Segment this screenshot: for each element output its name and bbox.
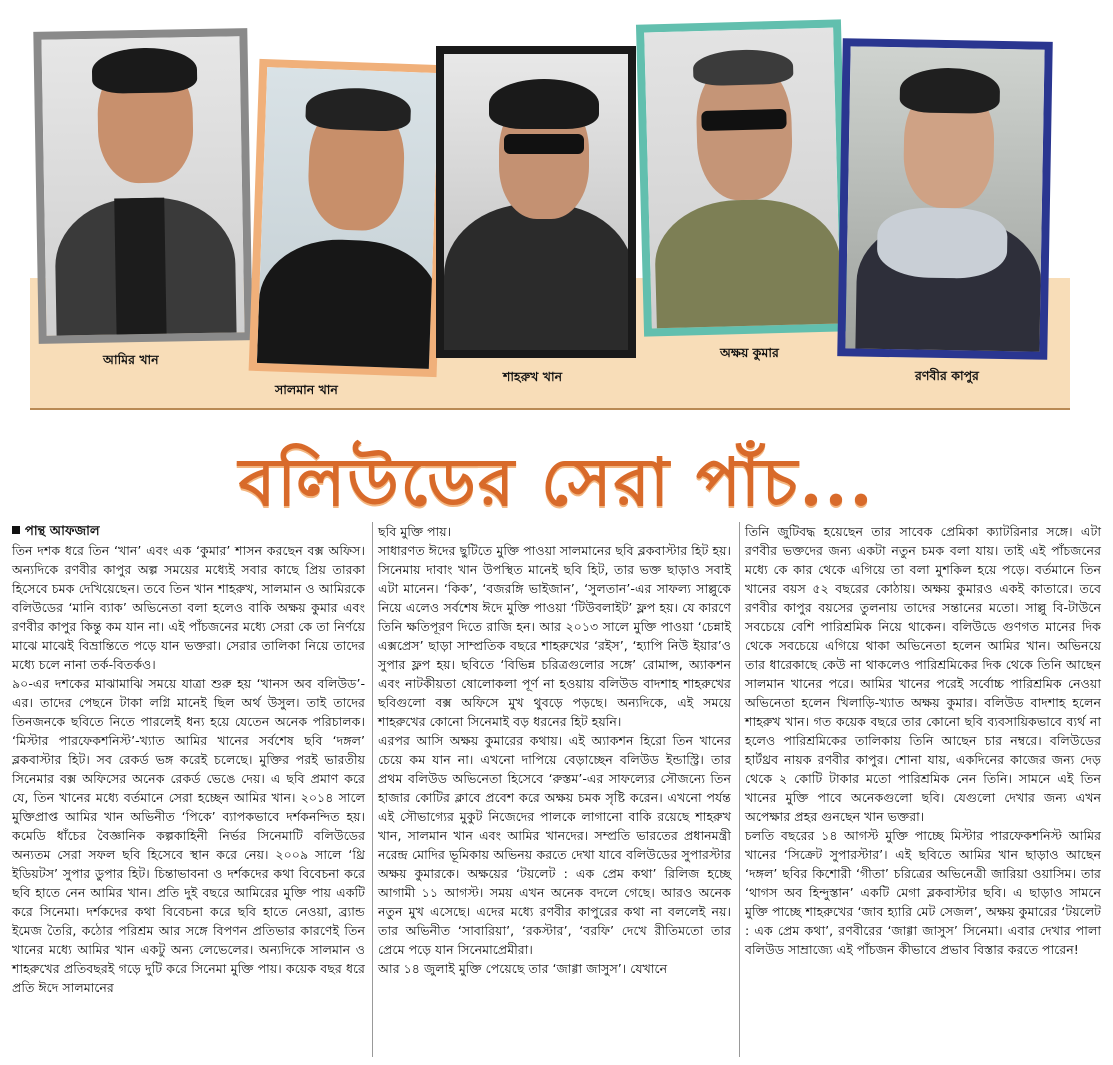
caption-aamir-khan: আমির খান: [103, 352, 159, 367]
caption-shahrukh-khan: শাহরুখ খান: [503, 369, 563, 384]
paragraph: ৯০-এর দশকের মাঝামাঝি সময়ে যাত্রা শুরু হয় ‘খানস অব বলিউড’-এর। তাদের পেছনে টাকা লগ্নি মানেই ছিল অর্থ উসুল। তাই তাদের তিনজনকে ছবিতে নিতে পারলেই ধন্য হয়ে যেতেন অনেক পরিচালক। ‘মিস্টার পারফেকশনিস্ট’-খ্যাত আমির খানের সর্বশেষ ছবি ‘দঙ্গল’ ব্লকবাস্টার হিট। সব রেকর্ড ভঙ্গ করেই চলেছে। মুক্তির পরই ভারতীয় সিনেমার বক্স অফিসের অনেক রেকর্ড ভেঙে দেয়। এ ছবি প্রমাণ করে যে, তিন খানের মধ্যে বর্তমানে সেরা হচ্ছেন আমির খান। ২০১৪ সালে মুক্তিপ্রাপ্ত আমির খান অভিনীত ‘পিকে’ ব্যাপকভাবে দর্শকনন্দিত হয়। কমেডি ধাঁচের বৈজ্ঞানিক কল্পকাহিনী নির্ভর সিনেমাটি বলিউডের অন্যতম সেরা সফল ছবি হিসেবে স্থান করে নেয়। ২০০৯ সালে ‘থ্রি ইডিয়টস’ সুপার ডুপার হিট। চিন্তাভাবনা ও দর্শকদের কথা বিবেচনা করে ছবি হাতে নেন আমির খান। প্রতি দুই বছরে আমিরের মুক্তি পায় একটি করে সিনেমা। দর্শকদের কথা বিবেচনা করে ছবি হাতে নেওয়া, ব্র্যান্ড ইমেজ তৈরি, কঠোর পরিশ্রম আর সঙ্গে বিপণন প্রতিভার কারণেই তিন খানের মধ্যে আমির খান একটু অন্য লেভেলের। অন্যদিকে সালমান ও শাহরুখের প্রতিবছরই গড়ে দুটি করে সিনেমা মুক্তি পায়। কয়েক বছর ধরে প্রতি ঈদে সালমানের: [12, 676, 365, 995]
photo-salman-khan: [249, 59, 448, 377]
paragraph: এরপর আসি অক্ষয় কুমারের কথায়। এই অ্যাকশন হিরো তিন খানের চেয়ে কম যান না। এখনো দাপিয়ে বেড়াচ্ছেন বলিউড ইন্ডাস্ট্রি। তার প্রথম বলিউড অভিনেতা হিসেবে ‘রুস্তম’-এর সাফল্যের সৌজন্যে তিন হাজার কোটির ক্লাবে প্রবেশ করে অক্ষয় চমক সৃষ্টি করেন। এখনো পর্যন্ত এই সৌভাগ্যের মুকুট নিজেদের পালকে লাগানো বাকি রয়েছে শাহরুখ খান, সালমান খান এবং আমির খানদের। সম্প্রতি ভারতের প্রধানমন্ত্রী নরেন্দ্র মোদির ভূমিকায় অভিনয় করতে দেখা যাবে বলিউডের সুপারস্টার অক্ষয় কুমারকে। অক্ষয়ের ‘টয়লেট : এক প্রেম কথা’ রিলিজ হচ্ছে আগামী ১১ আগস্ট। সময় এখন অনেক বদলে গেছে। আরও অনেক নতুন মুখ এসেছে। এদের মধ্যে রণবীর কাপুরের কথা না বললেই নয়। তার অভিনীত ‘সাবারিয়া’, ‘রকস্টার’, ‘বরফি’ দেখে রীতিমতো তার প্রেমে পড়ে যান সিনেমাপ্রেমীরা।: [378, 733, 731, 957]
article-column-2: [378, 522, 731, 978]
photo-akshay-kumar: [636, 19, 849, 336]
paragraph: চলতি বছরের ১৪ আগস্ট মুক্তি পাচ্ছে মিস্টার পারফেকশনিস্ট আমির খানের ‘সিক্রেট সুপারস্টার’। এই ছবিতে আমির খান ছাড়াও আছেন ‘দঙ্গল’ ছবির কিশোরী ‘গীতা’ চরিত্রের অভিনেত্রী জারিয়া ওয়াসিম। তার ‘থাগস অব হিন্দুস্তান’ একটি মেগা ব্লকবাস্টার ছবি। এ ছাড়াও সামনে মুক্তি পাচ্ছে শাহরুখের ‘জাব হ্যারি মেট সেজল’, অক্ষয় কুমারের ‘টয়লেট : এক প্রেম কথা’, রণবীরের ‘জাগ্গা জাসুস’ সিনেমা। এবার দেখার পালা বলিউড সাম্রাজ্যে এই পাঁচজন কীভাবে প্রভাব বিস্তার করতে পারেন!: [745, 828, 1101, 957]
bullet-icon: [12, 526, 20, 534]
caption-ranbir-kapoor: রণবীর কাপুর: [915, 368, 979, 383]
photo-band-rule: [30, 408, 1070, 410]
paragraph: আর ১৪ জুলাই মুক্তি পেয়েছে তার ‘জাগ্গা জাসুস’। যেখানে: [378, 961, 668, 976]
headline: বলিউডের সেরা পাঁচ...: [238, 443, 875, 521]
photo-ranbir-kapoor: [837, 38, 1053, 360]
sunglasses-icon: [701, 109, 786, 131]
byline-name: পান্থ আফজাল: [25, 524, 100, 539]
article-column-1: [12, 522, 365, 997]
caption-akshay-kumar: অক্ষয় কুমার: [720, 345, 779, 360]
photo-aamir-khan: [33, 28, 252, 344]
photo-shahrukh-khan: [436, 46, 636, 358]
byline: [12, 522, 365, 541]
paragraph: সাধারণত ঈদের ছুটিতে মুক্তি পাওয়া সালমানের ছবি ব্লকবাস্টার হিট হয়। সিনেমায় দাবাং খান উপস্থিত মানেই ছবি হিট, তার ভক্ত ছাড়াও সবাই এটা মানেন। ‘কিক’, ‘বজরঙ্গি ভাইজান’, ‘সুলতান’-এর সাফল্য সাল্লুকে নিয়ে এলেও সর্বশেষ ঈদে মুক্তি পাওয়া ‘টিউবলাইট’ ফ্লপ হয়। যে কারণে তিনি ক্ষতিপূরণ দিতে রাজি হন। আর ২০১৩ সালে মুক্তি পাওয়া ‘চেন্নাই এক্সপ্রেস’ ছাড়া সাম্প্রতিক বছরে শাহরুখের ‘রইস’, ‘হ্যাপি নিউ ইয়ার’ও সুপার ফ্লপ হয়। ছবিতে ‘বিভিন্ন চরিত্রগুলোর সঙ্গে’ রোমান্স, অ্যাকশন এবং নাটকীয়তা ষোলোকলা পূর্ণ না হওয়ায় বলিউড বাদশাহ শাহরুখের ছবিগুলো বক্স অফিসে মুখ থুবড়ে পড়ছে। অন্যদিকে, এই সময়ে শাহরুখের কোনো সিনেমাই বড় ধরনের হিট হয়নি।: [378, 543, 731, 729]
sunglasses-icon: [504, 134, 584, 154]
column-divider: [739, 522, 740, 1057]
paragraph: ছবি মুক্তি পায়।: [378, 524, 452, 539]
paragraph: তিনি জুটিবদ্ধ হয়েছেন তার সাবেক প্রেমিকা ক্যাটরিনার সঙ্গে। এটা রণবীর ভক্তদের জন্য একটা নতুন চমক বলা যায়। তাই এই পাঁচজনের মধ্যে কে কার থেকে এগিয়ে তা বলা মুশকিল হয়ে পড়ে। বর্তমানে তিন খানের বয়স ৫২ বছরের কোঠায়। অক্ষয় কুমারও একই কাতারে। তবে রণবীর কাপুর বয়সের তুলনায় তাদের সন্তানের মতো। সাল্লু বি-টাউনে সবচেয়ে বেশি পারিশ্রমিক নিয়ে থাকেন। বলিউডে গুণগত মানের দিক থেকে সবচেয়ে এগিয়ে থাকা অভিনেতা হলেন আমির খান। অভিনয়ে তার ধারেকাছে কেউ না থাকলেও পারিশ্রমিকের দিক থেকে তিনি আছেন সালমান খানের পরে। আমির খানের পরেই সর্বোচ্চ পারিশ্রমিক নেওয়া অভিনেতা হলেন খিলাড়ি-খ্যাত অক্ষয় কুমার। বলিউড বাদশাহ হলেন শাহরুখ খান। গত কয়েক বছরে তার কোনো ছবি ব্যবসায়িকভাবে ব্যর্থ না হলেও পারিশ্রমিকের তালিকায় তিনি আছেন চার নম্বরে। বলিউডের হার্টথ্রব নায়ক রণবীর কাপুর। শোনা যায়, একদিনের কাজের জন্য দেড় থেকে ২ কোটি টাকার মতো পারিশ্রমিক নেন তিনি। সামনে এই তিন খানের মুক্তি পাবে অনেকগুলো ছবি। যেগুলো দেখার জন্য এখন অপেক্ষার প্রহর গুনছেন খান ভক্তরা।: [745, 524, 1101, 824]
article-column-3: [745, 522, 1101, 959]
caption-salman-khan: সালমান খান: [275, 382, 338, 397]
column-divider: [372, 522, 373, 1057]
paragraph: তিন দশক ধরে তিন ‘খান’ এবং এক ‘কুমার’ শাসন করছেন বক্স অফিস। অন্যদিকে রণবীর কাপুর অল্প সময়ের মধ্যেই সবার কাছে প্রিয় তারকা হিসেবে চমক দেখিয়েছেন। তবে তিন খান শাহরুখ, সালমান ও আমিরকে বলিউডের ‘মানি ব্যাক’ অভিনেতা বলা হলেও বাকি অক্ষয় কুমার এবং রণবীর কাপুর কিন্তু কম যান না। এই পাঁচজনের মধ্যে সেরা কে তা নির্ণয়ে মাঝে মাঝেই বিভ্রান্তিতে পড়ে যান ভক্তরা। সেরার তালিকা নিয়ে তাদের মধ্যে চলে নানা তর্ক-বিতর্কও।: [12, 543, 365, 672]
